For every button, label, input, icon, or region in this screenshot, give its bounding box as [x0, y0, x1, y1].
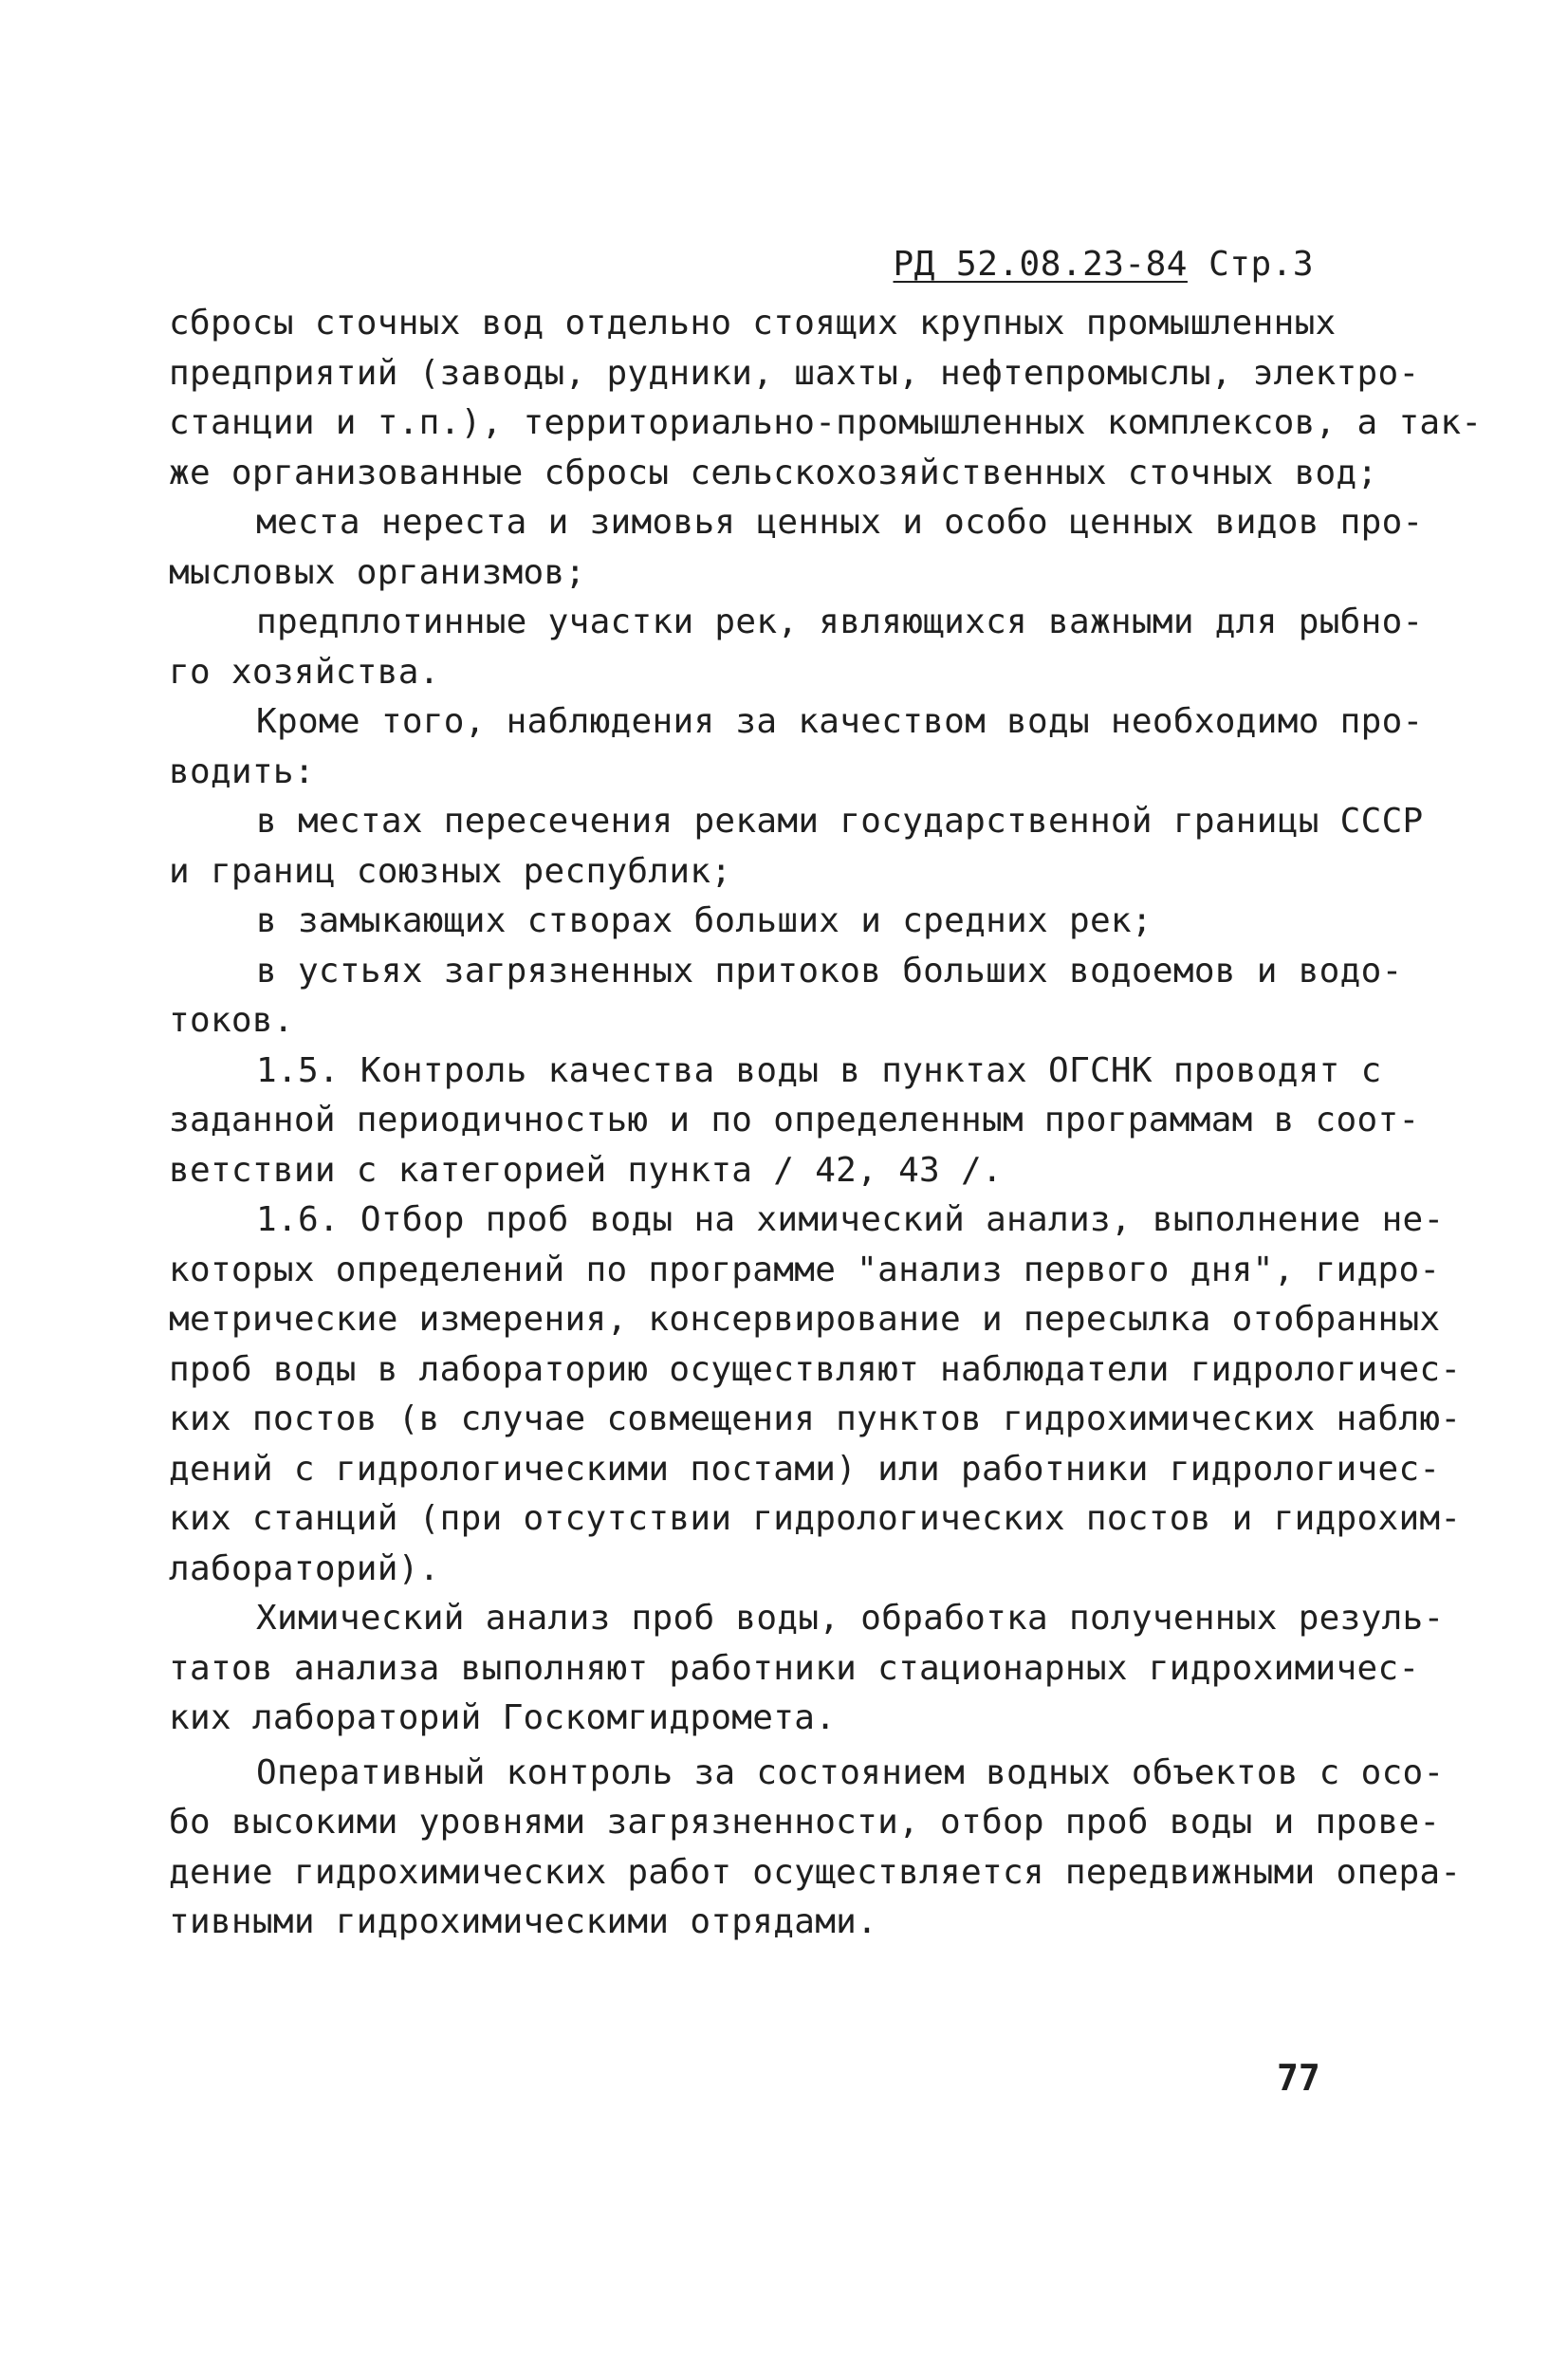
- text-line: мысловых организмов;: [169, 552, 586, 592]
- text-line: сбросы сточных вод отдельно стоящих крупных промышленных: [169, 304, 1337, 343]
- text-line: Оперативный контроль за состоянием водных объектов с осо-: [256, 1752, 1445, 1792]
- text-line: ких лабораторий Госкомгидромета.: [169, 1698, 837, 1737]
- text-line: татов анализа выполняют работники стационарных гидрохимичес-: [169, 1648, 1420, 1688]
- text-line: в замыкающих створах больших и средних рек;: [256, 901, 1153, 940]
- text-line: Кроме того, наблюдения за качеством воды необходимо про-: [256, 702, 1424, 741]
- page-label: Стр.3: [1208, 245, 1314, 284]
- text-line: станции и т.п.), территориально-промышленных комплексов, а так-: [169, 403, 1483, 442]
- text-line: ветствии с категорией пункта / 42, 43 /.: [169, 1150, 1003, 1190]
- text-line: Химический анализ проб воды, обработка полученных резуль-: [256, 1599, 1445, 1638]
- text-line: токов.: [169, 1001, 294, 1040]
- text-line: предплотинные участки рек, являющихся важными для рыбно-: [256, 602, 1424, 641]
- text-line: в устьях загрязненных притоков больших водоемов и водо-: [256, 951, 1403, 991]
- page-header: [894, 245, 1315, 284]
- text-line: предприятий (заводы, рудники, шахты, нефтепромыслы, электро-: [169, 353, 1420, 393]
- text-line: 1.6. Отбор проб воды на химический анализ, выполнение не-: [256, 1200, 1445, 1239]
- text-line: ких станций (при отсутствии гидрологических постов и гидрохим-: [169, 1499, 1462, 1538]
- text-line: которых определений по программе "анализ первого дня", гидро-: [169, 1250, 1441, 1289]
- text-line: в местах пересечения реками государственной границы СССР: [256, 802, 1424, 841]
- text-line: 1.5. Контроль качества воды в пунктах ОГСНК проводят с: [256, 1050, 1382, 1090]
- text-line: дений с гидрологическими постами) или работники гидрологичес-: [169, 1449, 1441, 1489]
- text-line: го хозяйства.: [169, 652, 440, 692]
- text-line: водить:: [169, 751, 315, 791]
- text-line: тивными гидрохимическими отрядами.: [169, 1902, 878, 1941]
- text-line: и границ союзных республик;: [169, 851, 732, 891]
- page-number: 77: [1277, 2057, 1320, 2099]
- text-line: бо высокими уровнями загрязненности, отбор проб воды и прове-: [169, 1803, 1441, 1842]
- text-line: места нереста и зимовья ценных и особо ценных видов про-: [256, 503, 1424, 542]
- text-line: дение гидрохимических работ осуществляется передвижными опера-: [169, 1852, 1462, 1892]
- text-line: ких постов (в случае совмещения пунктов гидрохимических наблю-: [169, 1399, 1462, 1438]
- text-line: проб воды в лабораторию осуществляют наблюдатели гидрологичес-: [169, 1349, 1462, 1389]
- text-line: же организованные сбросы сельскохозяйственных сточных вод;: [169, 453, 1378, 492]
- body-text: [169, 299, 1483, 1948]
- text-line: лабораторий).: [169, 1548, 440, 1588]
- text-line: метрические измерения, консервирование и пересылка отобранных: [169, 1300, 1441, 1339]
- document-code: РД 52.08.23-84: [893, 245, 1188, 284]
- text-line: заданной периодичностью и по определенным программам в соот-: [169, 1101, 1420, 1139]
